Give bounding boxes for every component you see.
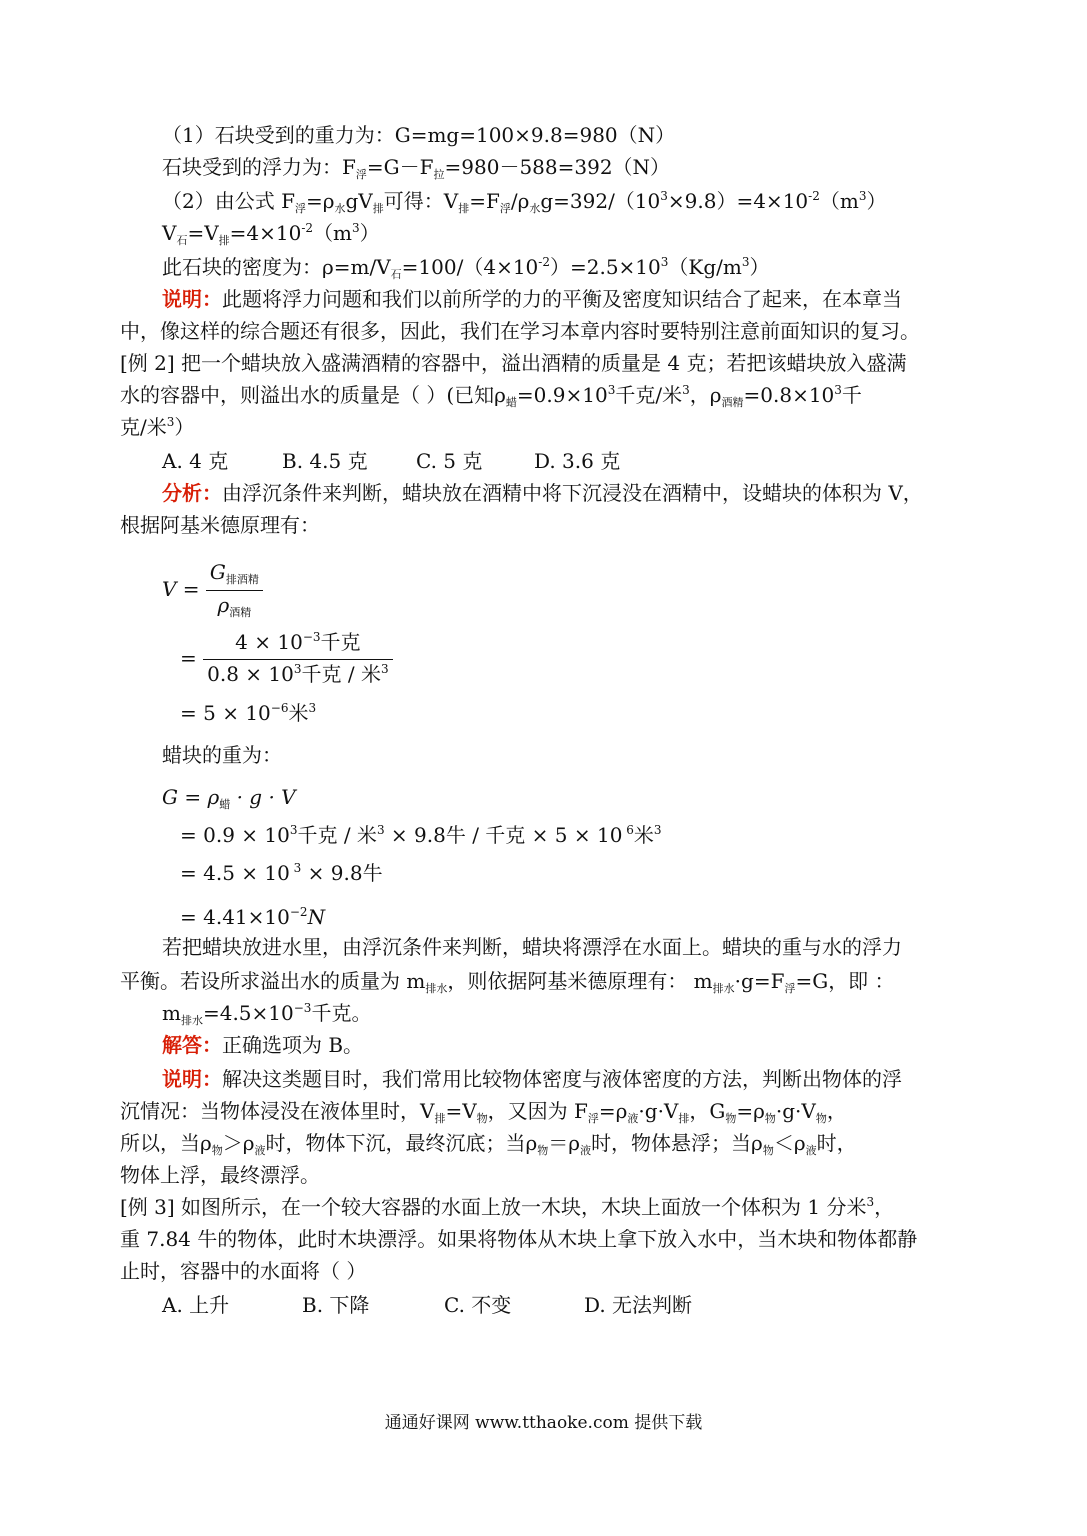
example-3-question-end: 止时，容器中的水面将（ ） [120, 1259, 367, 1283]
note-label: 说明： [162, 287, 222, 311]
example-2-option-a: A. 4 克 [162, 449, 229, 473]
example-2-option-c: C. 5 克 [416, 449, 483, 473]
note-paragraph-2-cond: 所以，当$\rho_物>\rho_液$时，物体下沉，最终沉底；当$\rho_物=\rho_液$时，物体悬浮；当$\rho_物<\rho_液$时， [120, 1131, 857, 1157]
example-2-question-end: 克/米$^3$） [120, 415, 195, 439]
density-result: 此石块的密度为：$\rho=m/V_石=100/(4\times 10^{-2})=2.5\times 10^3(Kg/m^3)$ [162, 255, 770, 281]
analysis-paragraph-cont: 根据阿基米德原理有： [120, 513, 320, 537]
weight-intermediate: = 4.5 × 10 $^3$ × 9.8牛 [180, 861, 383, 885]
example-2-question: [例 2] 把一个蜡块放入盛满酒精的容器中，溢出酒精的质量是 4 克；若把该蜡块放入盛满 [120, 351, 907, 375]
answer-line: 解答：正确选项为 B。 [162, 1033, 364, 1057]
volume-formula: V = $\frac{G_{排酒精}}{\rho_{酒精}}$ [162, 558, 263, 623]
example-2-option-d: D. 3.6 克 [534, 449, 621, 473]
weight-intro: 蜡块的重为： [162, 743, 282, 767]
note-paragraph-1-cont: 中，像这样的综合题还有很多，因此，我们在学习本章内容时要特别注意前面知识的复习。 [120, 319, 920, 343]
note-paragraph-2-cont: 沉情况：当物体浸没在液体里时，$V_排=V_物$，又因为 $F_浮=\rho_液\cdot g\cdot V_排$，$G_物=\rho_物\cdot g\cdot V_物$， [120, 1099, 847, 1125]
example-3-option-a: A. 上升 [162, 1293, 230, 1317]
volume-equation: $V_石=V_排=4\times 10^{-2}(m^3)$ [162, 221, 380, 247]
solution-step-1: （1）石块受到的重力为：G=mg=100×9.8=980（N） [162, 123, 676, 147]
note-paragraph-2-end: 物体上浮，最终漂浮。 [120, 1163, 320, 1187]
example-3-option-d: D. 无法判断 [584, 1293, 693, 1317]
note-paragraph-2: 说明：解决这类题目时，我们常用比较物体密度与液体密度的方法，判断出物体的浮 [162, 1067, 902, 1091]
example-3-option-c: C. 不变 [444, 1293, 512, 1317]
example-3-option-b: B. 下降 [302, 1293, 370, 1317]
note-label-2: 说明： [162, 1067, 222, 1091]
solution-step-2: （2）由公式 $F_浮=\rho_水gV_排$可得：$V_排=F_浮/\rho_水g=392/(10^3\times 9.8)=4\times 10^{-2}(m^3)$ [162, 189, 887, 215]
example-3-question: [例 3] 如图所示，在一个较大容器的水面上放一木块，木块上面放一个体积为 1 分米$^3$， [120, 1195, 895, 1219]
example-3-question-cont: 重 7.84 牛的物体，此时木块漂浮。如果将物体从木块上拿下放入水中，当木块和物体都静 [120, 1227, 918, 1251]
weight-formula: $G = \rho_蜡 \cdot g \cdot V$ [162, 785, 296, 811]
answer-label: 解答： [162, 1033, 222, 1057]
analysis-paragraph: 分析：由浮沉条件来判断，蜡块放在酒精中将下沉浸没在酒精中，设蜡块的体积为 V， [162, 481, 923, 505]
page-footer: 通通好课网 www.tthaoke.com 提供下载 [384, 1413, 703, 1433]
example-2-question-cont: 水的容器中，则溢出水的质量是（ ）(已知$\rho_蜡=0.9\times 10^3$千克/米$^3$，$\rho_{酒精}=0.8\times 10^3$千 [120, 383, 862, 409]
note-paragraph-1: 说明：此题将浮力问题和我们以前所学的力的平衡及密度知识结合了起来，在本章当 [162, 287, 902, 311]
water-paragraph: 若把蜡块放进水里，由浮沉条件来判断，蜡块将漂浮在水面上。蜡块的重与水的浮力 [162, 935, 902, 959]
weight-result: = $4.41\times 10^{-2}N$ [180, 905, 326, 929]
volume-substitution: = $\frac{4 \times 10^{-3}千克}{0.8 \times 10^3千克 / 米^3}$ [180, 628, 393, 691]
water-paragraph-cont: 平衡。若设所求溢出水的质量为 $m_{排水}$，则依据阿基米德原理有： $m_{排水}\cdot g=F_浮=G$，即 ： [120, 969, 895, 995]
example-2-option-b: B. 4.5 克 [282, 449, 368, 473]
weight-substitution: = $0.9 \times 10^3$千克 / 米$^3$ × 9.8牛 / 千克 × 5 × 10 $^6$米$^3$ [180, 823, 662, 847]
analysis-label: 分析： [162, 481, 222, 505]
buoyancy-calc: 石块受到的浮力为：$F_浮=G-F_拉=980-588=392(N)$ [162, 155, 671, 181]
volume-result: = $5 \times 10^{-6}$米$^3$ [180, 701, 317, 725]
water-mass-result: $m_{排水}=4.5\times 10^{-3}$千克。 [162, 1001, 372, 1027]
